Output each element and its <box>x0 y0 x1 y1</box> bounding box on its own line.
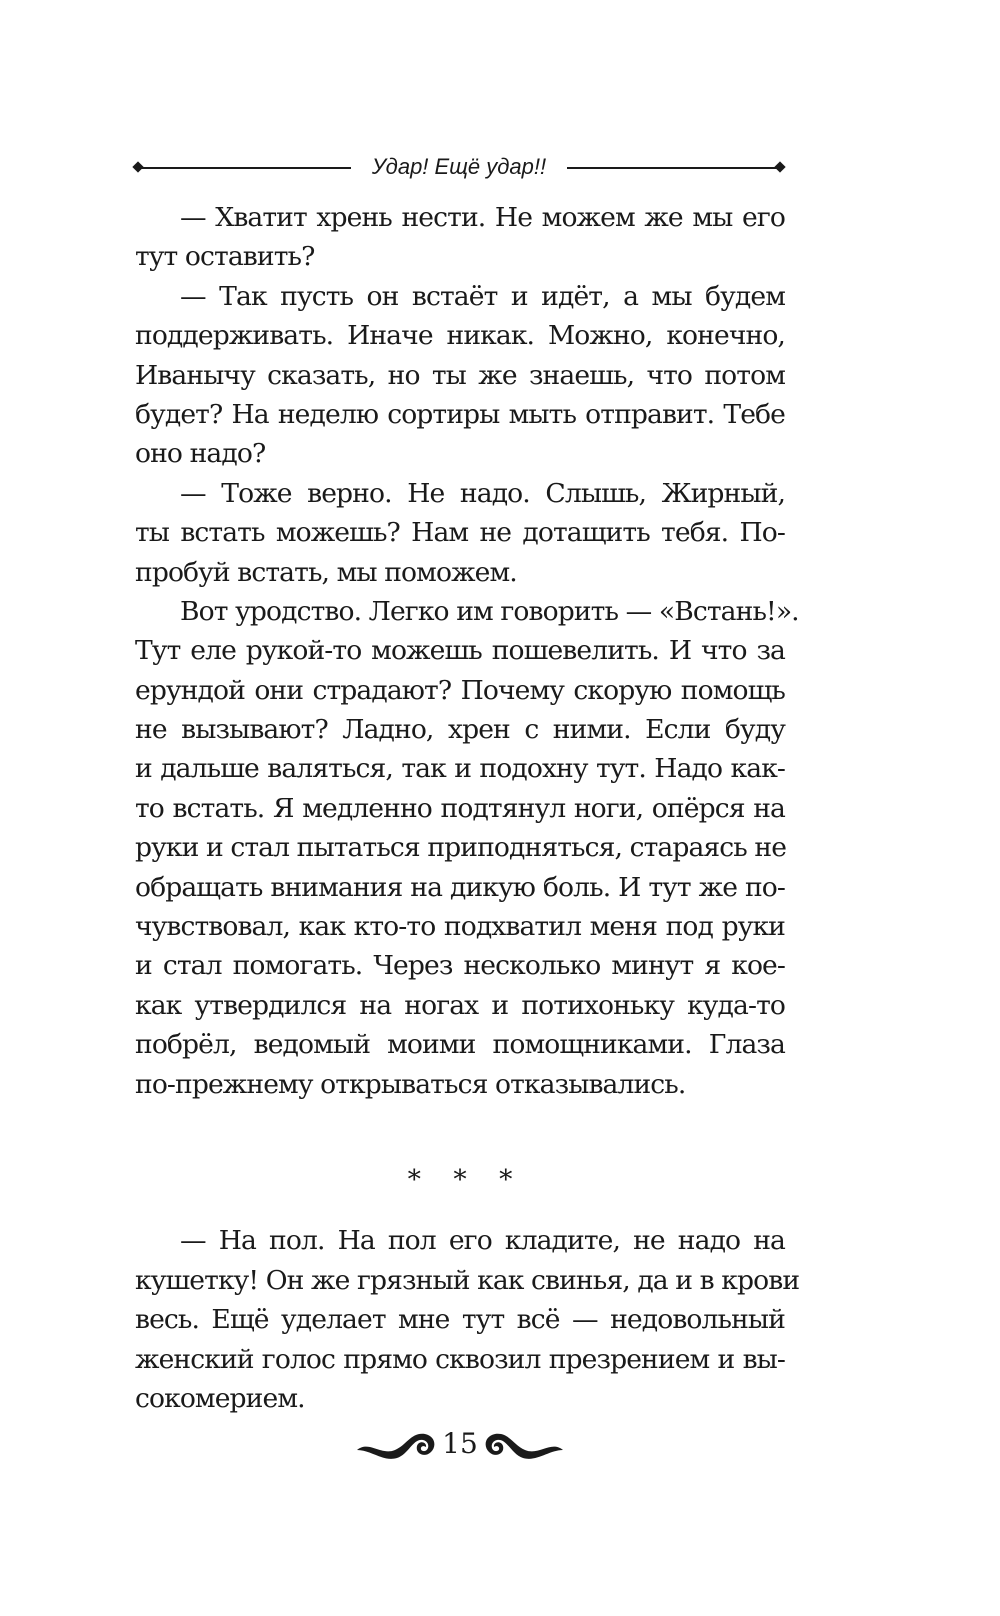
text-line: побрёл, ведомый моими помощниками. Глаза <box>135 1029 785 1061</box>
text-line: — Тоже верно. Не надо. Слышь, Жирный, <box>180 477 785 509</box>
text-line: Вот уродство. Легко им говорить — «Встань!». <box>180 595 799 627</box>
body-text <box>135 198 800 1418</box>
text-line: Иванычу сказать, но ты же знаешь, что потом <box>135 359 785 391</box>
header-rule-right <box>567 167 779 169</box>
text-line: чувствовал, как кто-то подхватил меня под руки <box>135 911 785 943</box>
text-line: не вызывают? Ладно, хрен с ними. Если буду <box>135 714 785 746</box>
page-footer <box>355 1410 565 1474</box>
text-line: ты встать можешь? Нам не дотащить тебя. По- <box>135 517 785 549</box>
text-line: ерундой они страдают? Почему скорую помощь <box>135 674 785 706</box>
page-number: 15 <box>442 1427 478 1460</box>
text-line: и дальше валяться, так и подохну тут. Надо как- <box>135 753 785 785</box>
text-line: — Хватит хрень нести. Не можем же мы его <box>180 202 785 233</box>
text-line: тут оставить? <box>135 241 315 273</box>
text-line: руки и стал пытаться приподняться, стараясь не <box>135 832 787 864</box>
section-separator: * * * <box>407 1163 525 1195</box>
text-line: сокомерием. <box>135 1382 305 1414</box>
text-line: женский голос прямо сквозил презрением и вы- <box>135 1343 785 1375</box>
text-line: пробуй встать, мы поможем. <box>135 556 517 588</box>
section-gap <box>135 1104 785 1160</box>
text-line: как утвердился на ногах и потихоньку куда-то <box>135 989 785 1021</box>
text-line: — На пол. На пол его кладите, не надо на <box>180 1225 785 1257</box>
text-line: обращать внимания на дикую боль. И тут же по- <box>135 871 785 903</box>
section-gap <box>135 1199 785 1221</box>
text-line: весь. Ещё уделает мне тут всё — недовольный <box>135 1304 785 1336</box>
text-line: поддерживать. Иначе никак. Можно, конечно, <box>135 320 785 352</box>
text-line: оно надо? <box>135 438 266 470</box>
text-line: — Так пусть он встаёт и идёт, а мы будем <box>180 280 785 312</box>
text-line: кушетку! Он же грязный как свинья, да и в крови <box>135 1264 800 1296</box>
flourish-right-icon <box>481 1410 565 1474</box>
text-line: будет? На неделю сортиры мыть отправит. Тебе <box>135 398 785 430</box>
running-header-title: Удар! Ещё удар!! <box>371 154 547 179</box>
text-line: и стал помогать. Через несколько минут я кое- <box>135 950 785 982</box>
running-header <box>133 150 785 184</box>
text-line: Тут еле рукой-то можешь пошевелить. И что за <box>135 635 785 667</box>
text-line: то встать. Я медленно подтянул ноги, опёрся на <box>135 792 785 824</box>
text-line: по-прежнему открываться отказывались. <box>135 1068 686 1100</box>
